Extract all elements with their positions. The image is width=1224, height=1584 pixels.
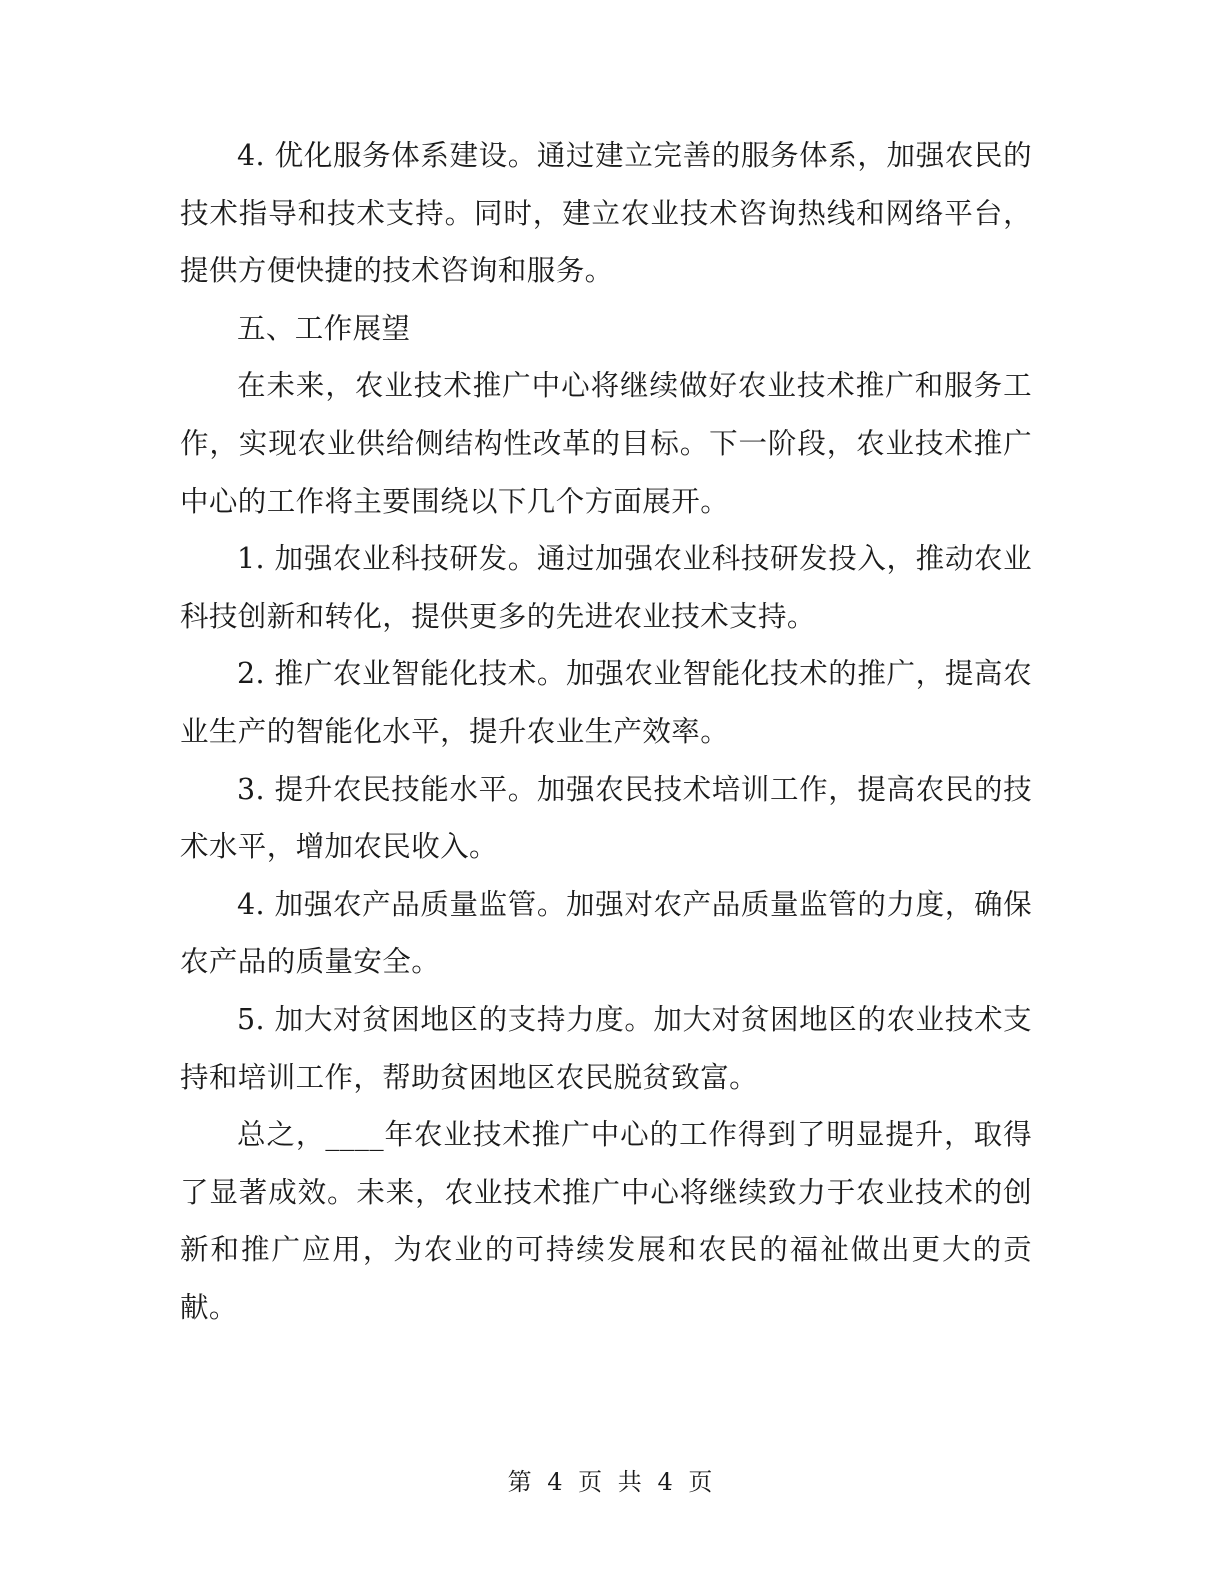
paragraph-future-intro: 在未来，农业技术推广中心将继续做好农业技术推广和服务工作，实现农业供给侧结构性改革的目标。下一阶段，农业技术推广中心的工作将主要围绕以下几个方面展开。 — [180, 369, 1032, 518]
paragraph-item-2: 2. 推广农业智能化技术。加强农业智能化技术的推广，提高农业生产的智能化水平，提升农业生产效率。 — [180, 657, 1032, 748]
document-body — [180, 127, 1032, 1336]
paragraph-conclusion: 总之，____年农业技术推广中心的工作得到了明显提升，取得了显著成效。未来，农业技术推广中心将继续致力于农业技术的创新和推广应用，为农业的可持续发展和农民的福祉做出更大的贡献。 — [180, 1118, 1032, 1324]
section-heading-outlook: 五、工作展望 — [237, 311, 411, 345]
paragraph-item-5: 5. 加大对贫困地区的支持力度。加大对贫困地区的农业技术支持和培训工作，帮助贫困地区农民脱贫致富。 — [180, 1002, 1032, 1094]
page-number-footer: 第 4 页 共 4 页 — [507, 1468, 717, 1496]
paragraph-item-4: 4. 加强农产品质量监管。加强对农产品质量监管的力度，确保农产品的质量安全。 — [180, 887, 1032, 979]
paragraph-item-3: 3. 提升农民技能水平。加强农民技术培训工作，提高农民的技术水平，增加农民收入。 — [180, 772, 1032, 864]
paragraph-service-system: 4. 优化服务体系建设。通过建立完善的服务体系，加强农民的技术指导和技术支持。同时，建立农业技术咨询热线和网络平台，提供方便快捷的技术咨询和服务。 — [180, 139, 1032, 288]
paragraph-item-1: 1. 加强农业科技研发。通过加强农业科技研发投入，推动农业科技创新和转化，提供更多的先进农业技术支持。 — [180, 542, 1032, 633]
